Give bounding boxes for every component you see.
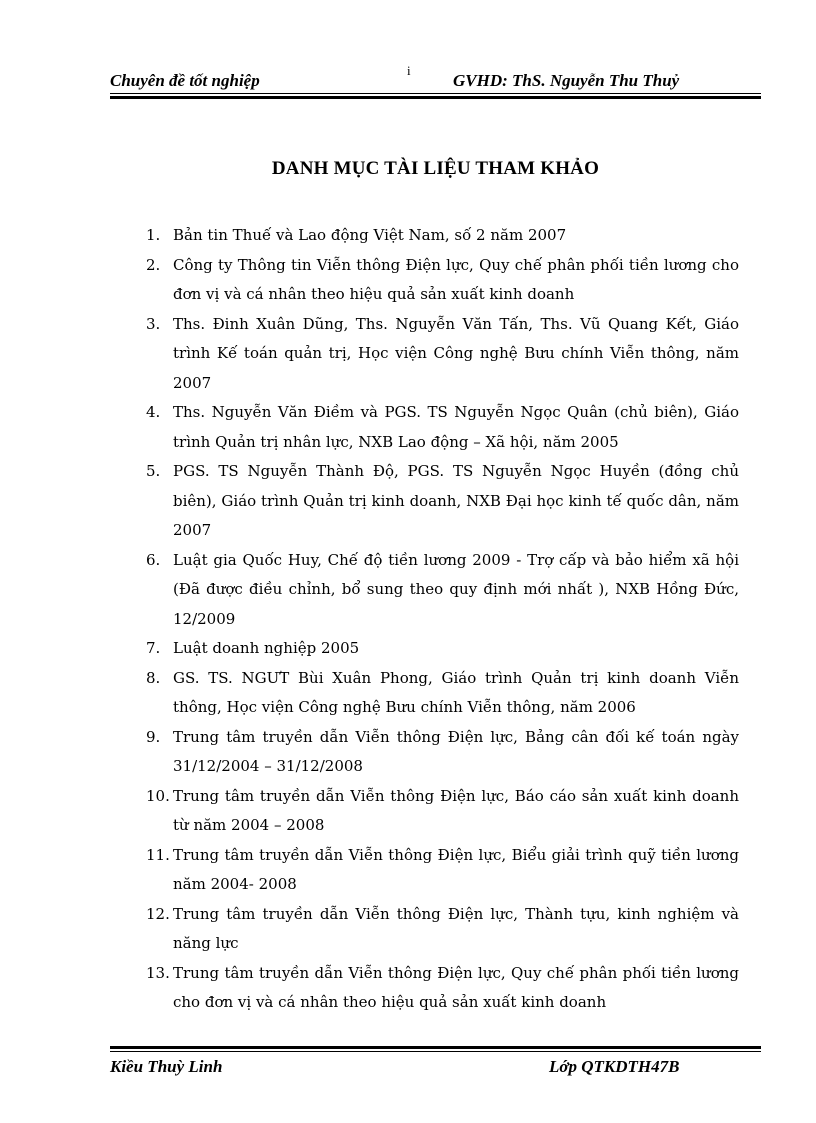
reference-item (146, 841, 739, 900)
reference-text: Ths. Nguyễn Văn Điềm và PGS. TS Nguyễn Ngọc Quân (chủ biên), Giáo trình Quản trị nhân lực, NXB Lao động – Xã hội, năm 2005 (173, 403, 739, 451)
header-rule-thick (110, 96, 761, 99)
reference-text: Trung tâm truyền dẫn Viễn thông Điện lực, Thành tựu, kinh nghiệm và năng lực (173, 904, 739, 952)
reference-text: Trung tâm truyền dẫn Viễn thông Điện lực, Biểu giải trình quỹ tiền lương năm 2004- 2008 (173, 845, 739, 893)
reference-item (146, 782, 739, 841)
reference-text: GS. TS. NGƯT Bùi Xuân Phong, Giáo trình Quản trị kinh doanh Viễn thông, Học viện Công nghệ Bưu chính Viễn thông, năm 2006 (173, 668, 739, 716)
reference-number: 11. (146, 845, 170, 864)
reference-text: Trung tâm truyền dẫn Viễn thông Điện lực, Bảng cân đối kế toán ngày 31/12/2004 – 31/12/2008 (173, 727, 739, 775)
reference-number: 6. (146, 550, 161, 569)
reference-item (146, 664, 739, 723)
reference-number: 8. (146, 668, 161, 687)
reference-text: Ths. Đinh Xuân Dũng, Ths. Nguyễn Văn Tấn, Ths. Vũ Quang Kết, Giáo trình Kế toán quản trị, Học viện Công nghệ Bưu chính Viễn thông, năm 2007 (173, 314, 739, 392)
page-number: i (407, 63, 411, 78)
reference-item (146, 546, 739, 635)
reference-text: Bản tin Thuế và Lao động Việt Nam, số 2 năm 2007 (173, 226, 567, 244)
footer-rule-thin (110, 1051, 761, 1052)
page-title: DANH MỤC TÀI LIỆU THAM KHẢO (271, 158, 600, 179)
reference-number: 10. (146, 786, 170, 805)
footer-rule-thick (110, 1046, 761, 1049)
reference-item (146, 634, 739, 664)
reference-number: 12. (146, 904, 170, 923)
header-left-title: Chuyên đề tốt nghiệp (110, 71, 260, 90)
footer-author: Kiều Thuỳ Linh (110, 1057, 223, 1076)
reference-item (146, 310, 739, 399)
reference-text: Trung tâm truyền dẫn Viễn thông Điện lực, Quy chế phân phối tiền lương cho đơn vị và cá nhân theo hiệu quả sản xuất kinh doanh (173, 963, 739, 1011)
reference-number: 13. (146, 963, 170, 982)
reference-text: Luật gia Quốc Huy, Chế độ tiền lương 2009 - Trợ cấp và bảo hiểm xã hội (Đã được điều chỉnh, bổ sung theo quy định mới nhất ), NXB Hồng Đức, 12/2009 (173, 550, 739, 628)
reference-item (146, 959, 739, 1018)
reference-text: Luật doanh nghiệp 2005 (173, 639, 360, 657)
reference-item (146, 398, 739, 457)
reference-number: 3. (146, 314, 161, 333)
header-rule-thin (110, 93, 761, 94)
reference-number: 7. (146, 639, 161, 657)
reference-item (146, 221, 739, 251)
reference-text: PGS. TS Nguyễn Thành Độ, PGS. TS Nguyễn Ngọc Huyền (đồng chủ biên), Giáo trình Quản trị kinh doanh, NXB Đại học kinh tế quốc dân, năm 2007 (173, 462, 739, 539)
reference-item (146, 457, 739, 546)
reference-item (146, 723, 739, 782)
reference-item (146, 251, 739, 310)
reference-text: Công ty Thông tin Viễn thông Điện lực, Quy chế phân phối tiền lương cho đơn vị và cá nhân theo hiệu quả sản xuất kinh doanh (173, 255, 739, 303)
footer-class: Lớp QTKDTH47B (549, 1057, 680, 1076)
reference-number: 9. (146, 727, 161, 746)
header-right-advisor: GVHD: ThS. Nguyễn Thu Thuỷ (453, 71, 680, 90)
reference-list (146, 221, 739, 1018)
reference-item (146, 900, 739, 959)
reference-number: 2. (146, 255, 161, 274)
reference-number: 1. (146, 226, 161, 244)
reference-number: 5. (146, 462, 161, 480)
reference-text: Trung tâm truyền dẫn Viễn thông Điện lực, Báo cáo sản xuất kinh doanh từ năm 2004 – 2008 (173, 786, 739, 834)
reference-number: 4. (146, 403, 161, 421)
